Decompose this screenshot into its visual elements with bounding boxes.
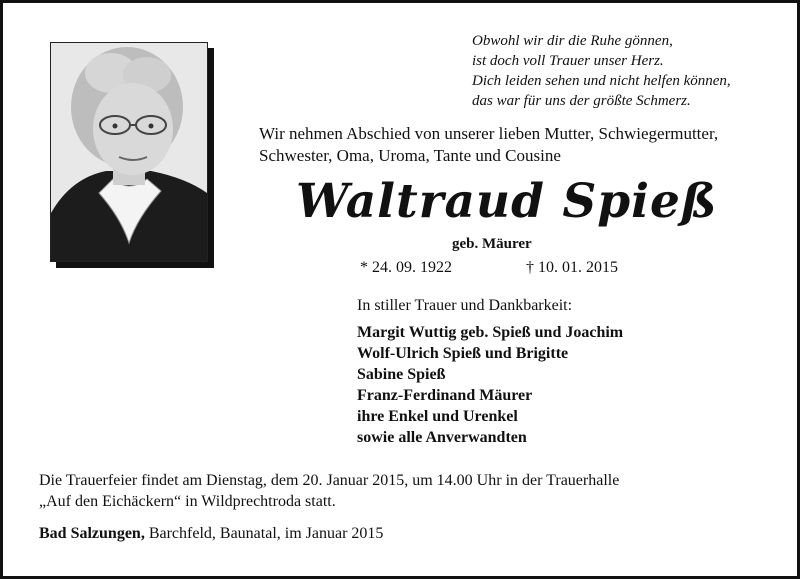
farewell-intro xyxy=(259,123,718,167)
maiden-name: geb. Mäurer xyxy=(452,236,532,252)
death-date: † 10. 01. 2015 xyxy=(526,259,618,276)
place-rest: Barchfeld, Baunatal, im Januar 2015 xyxy=(144,525,384,542)
poem-line: Obwohl wir dir die Ruhe gönnen, xyxy=(472,33,673,49)
mourners-list xyxy=(357,322,623,448)
poem-line: Dich leiden sehen und nicht helfen können, xyxy=(472,73,731,89)
intro-line: Wir nehmen Abschied von unserer lieben Mutter, Schwiegermutter, xyxy=(259,124,719,143)
mourner-name: sowie alle Anverwandten xyxy=(357,429,527,446)
poem xyxy=(472,31,731,111)
deceased-name: Waltraud Spieß xyxy=(296,174,718,229)
mourner-name: Franz-Ferdinand Mäurer xyxy=(357,387,533,404)
place-town: Bad Salzungen, xyxy=(39,525,145,542)
mourner-name: Sabine Spieß xyxy=(357,366,446,383)
place-date xyxy=(39,525,383,543)
poem-line: ist doch voll Trauer unser Herz. xyxy=(472,53,664,69)
mourners-intro: In stiller Trauer und Dankbarkeit: xyxy=(357,297,573,314)
funeral-notice xyxy=(39,470,619,512)
birth-date: * 24. 09. 1922 xyxy=(360,259,452,276)
intro-line: Schwester, Oma, Uroma, Tante und Cousine xyxy=(259,146,561,165)
funeral-line: Die Trauerfeier findet am Dienstag, dem 20. Januar 2015, um 14.00 Uhr in der Trauerhalle xyxy=(39,472,620,489)
mourner-name: ihre Enkel und Urenkel xyxy=(357,408,518,425)
funeral-line: „Auf den Eichäckern“ in Wildprechtroda statt. xyxy=(39,493,336,510)
portrait-photo-icon xyxy=(50,42,208,262)
portrait-photo xyxy=(50,42,212,264)
mourner-name: Wolf-Ulrich Spieß und Brigitte xyxy=(357,345,569,362)
poem-line: das war für uns der größte Schmerz. xyxy=(472,93,691,109)
mourner-name: Margit Wuttig geb. Spieß und Joachim xyxy=(357,324,624,341)
